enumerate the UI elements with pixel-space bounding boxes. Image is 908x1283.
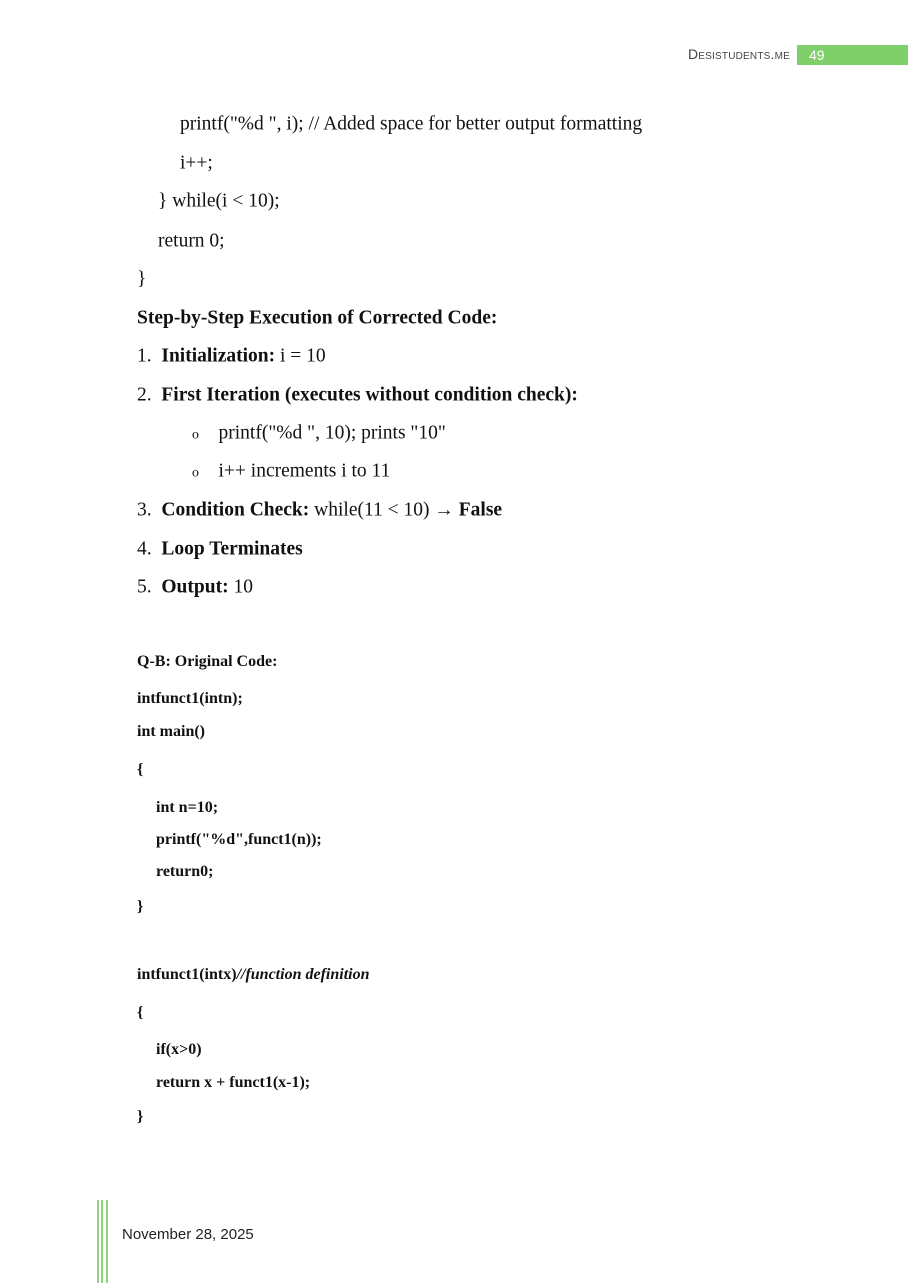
step-label: Condition Check: [161,499,310,521]
sub-bullet [192,423,446,443]
code-line: } [137,268,147,290]
code-line: } [137,898,144,915]
footer-decoration [97,1200,109,1283]
step-number: 4. [137,538,152,560]
step-item [137,385,578,405]
code-line: intfunct1(intn); [137,690,243,707]
code-line: int main() [137,723,205,740]
code-text: intfunct1(intx) [137,966,237,983]
step-item [137,346,326,366]
code-line: { [137,1004,144,1021]
step-number: 1. [137,345,152,367]
qb-title: Q-B: Original Code: [137,653,278,670]
code-line: printf("%d",funct1(n)); [156,831,322,848]
code-line: printf("%d ", i); // Added space for better output formatting [180,113,643,135]
code-line: return0; [156,863,214,880]
bullet-icon: o [192,427,199,443]
code-line: } [137,1108,144,1125]
code-line: int n=10; [156,799,219,816]
code-line: { [137,761,144,778]
page-number: 49 [797,45,908,65]
code-line: } while(i < 10); [158,190,280,212]
footer-date: November 28, 2025 [122,1226,254,1243]
step-item [137,577,253,597]
step-number: 3. [137,499,152,521]
step-label: Initialization: [161,345,276,367]
step-text: 10 [228,576,253,598]
sub-bullet-text: printf("%d ", 10); prints "10" [218,422,446,444]
step-result: False [458,499,503,521]
code-line: return x + funct1(x-1); [156,1074,311,1091]
step-number: 2. [137,384,152,406]
header-site-name: Desistudents.me [687,46,790,62]
sub-bullet-text: i++ increments i to 11 [218,460,391,482]
code-line [137,967,369,983]
section-heading: Step-by-Step Execution of Corrected Code: [137,307,498,329]
step-number: 5. [137,576,152,598]
step-label: Loop Terminates [161,538,303,560]
step-text: i = 10 [275,345,326,367]
step-item [137,539,303,559]
step-text: while(11 < 10) → [309,499,459,521]
bullet-icon: o [192,465,199,481]
step-label: First Iteration (executes without condition check): [161,384,578,406]
code-comment: //function definition [236,966,370,983]
code-line: i++; [180,152,213,174]
code-line: if(x>0) [156,1041,202,1058]
step-label: Output: [161,576,229,598]
step-item [137,500,502,520]
sub-bullet [192,461,390,481]
code-line: return 0; [158,230,225,252]
